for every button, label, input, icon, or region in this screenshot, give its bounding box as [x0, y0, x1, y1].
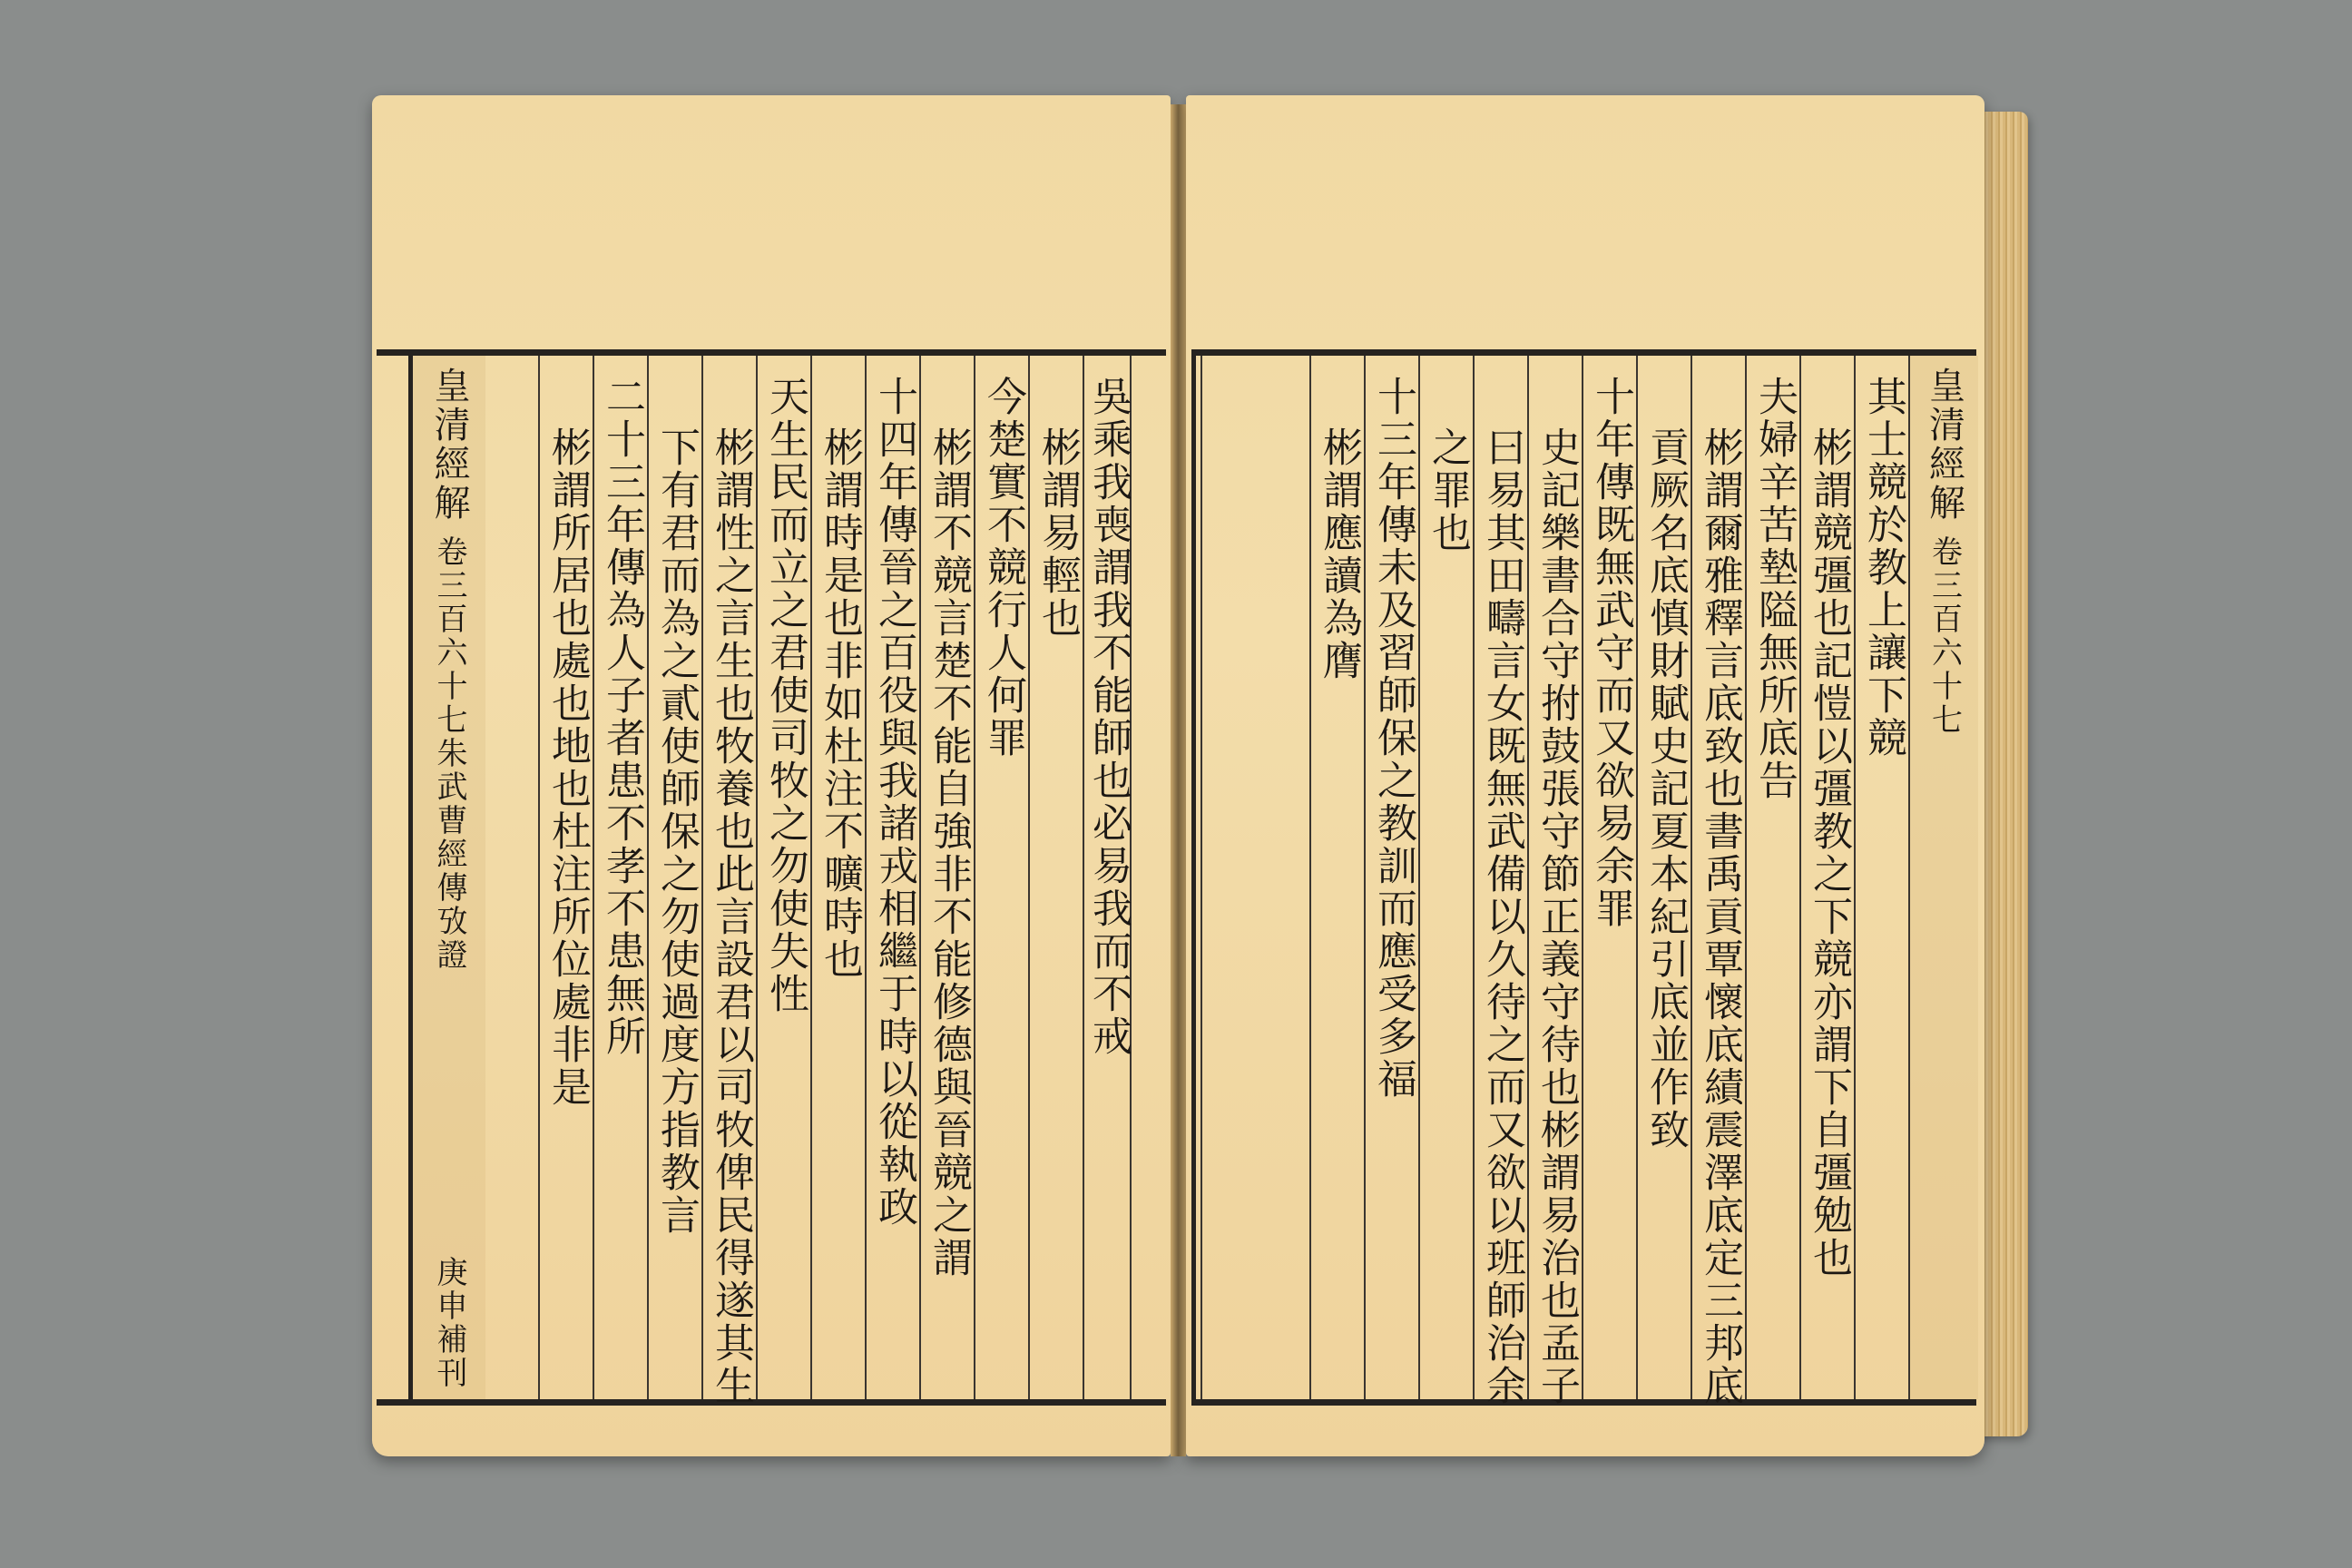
column-text: 彬謂性之言生也牧養也此言設君以司牧俾民得遂其生	[708, 426, 754, 1407]
column-text: 彬謂應讀為膺	[1316, 426, 1362, 682]
column-text: 十三年傳未及習師保之教訓而應受多福	[1370, 376, 1416, 1101]
right-column-6	[1582, 356, 1638, 1399]
column-text: 彬謂所居也處也地也杜注所位處非是	[544, 426, 591, 1109]
left-banner-column	[411, 356, 485, 1399]
column-text: 今楚實不競行人何罪	[980, 376, 1026, 760]
column-text: 史記樂書合守拊鼓張守節正義守待也彬謂易治也孟子	[1534, 426, 1580, 1407]
column-text: 下有君而為之貳使師保之勿使過度方指教言	[653, 426, 700, 1237]
right-column-1	[1854, 356, 1910, 1399]
left-column-9	[647, 356, 703, 1399]
left-outer-rule	[408, 356, 413, 1399]
left-column-6	[810, 356, 867, 1399]
right-page	[1186, 95, 1984, 1456]
column-text: 十年傳既無武守而又欲易余罪	[1588, 376, 1634, 930]
column-text: 之罪也	[1425, 426, 1471, 554]
right-column-7	[1527, 356, 1583, 1407]
banner-volume: 卷三百六十七	[1926, 535, 1963, 737]
left-column-2	[1028, 356, 1084, 1399]
right-empty-column	[1200, 356, 1311, 1399]
left-column-4	[919, 356, 975, 1399]
banner-reprint-note: 庚申補刊	[431, 1256, 467, 1390]
right-column-4	[1690, 356, 1747, 1407]
banner-volume: 卷三百六十七朱武曹經傳攷證	[431, 535, 467, 972]
left-column-5	[865, 356, 921, 1399]
column-text: 彬謂不競言楚不能自強非不能修德與晉競之謂	[926, 426, 972, 1279]
right-outer-rule	[1191, 356, 1196, 1399]
column-text: 彬謂爾雅釋言底致也書禹貢覃懷底績震澤底定三邦底	[1697, 426, 1743, 1407]
right-column-10	[1364, 356, 1420, 1399]
left-column-8	[701, 356, 758, 1407]
right-text-frame	[1191, 349, 1976, 1406]
column-text: 天生民而立之君使司牧之勿使失性	[762, 376, 808, 1015]
right-column-3	[1745, 356, 1801, 1399]
right-column-9	[1418, 356, 1475, 1399]
right-column-2	[1799, 356, 1856, 1399]
column-text: 彬謂競彊也記愷以彊教之下競亦謂下自彊勉也	[1806, 426, 1852, 1279]
right-column-5	[1636, 356, 1692, 1399]
column-text: 二十三年傳為人子者患不孝不患無所	[599, 376, 645, 1058]
column-text: 十四年傳晉之百役與我諸戎相繼于時以從執政	[871, 376, 917, 1229]
book-gutter	[1171, 104, 1186, 1456]
banner-title: 皇清經解	[1923, 367, 1965, 523]
column-text: 其士競於教上讓下競	[1860, 376, 1906, 760]
right-column-11	[1309, 356, 1366, 1399]
column-text: 彬謂時是也非如杜注不曠時也	[817, 426, 863, 981]
left-column-10	[593, 356, 649, 1399]
left-margin	[1130, 356, 1168, 1399]
left-column-1	[1083, 356, 1132, 1399]
column-text: 吳乘我喪謂我不能師也必易我而不戒	[1085, 376, 1132, 1058]
left-column-3	[974, 356, 1030, 1399]
left-text-frame	[377, 349, 1166, 1406]
open-book	[372, 95, 2028, 1475]
column-text: 夫婦辛苦墊隘無所底告	[1751, 376, 1798, 802]
left-page	[372, 95, 1171, 1456]
banner-title: 皇清經解	[428, 367, 470, 523]
right-column-8	[1473, 356, 1529, 1407]
left-column-11	[538, 356, 594, 1399]
column-text: 貢厥名底慎財賦史記夏本紀引底並作致	[1642, 426, 1689, 1152]
column-text: 彬謂易輕也	[1034, 426, 1081, 640]
left-column-7	[756, 356, 812, 1399]
column-text: 曰易其田疇言女既無武備以久待之而又欲以班師治余	[1479, 426, 1525, 1407]
right-banner-column	[1908, 356, 1978, 1399]
